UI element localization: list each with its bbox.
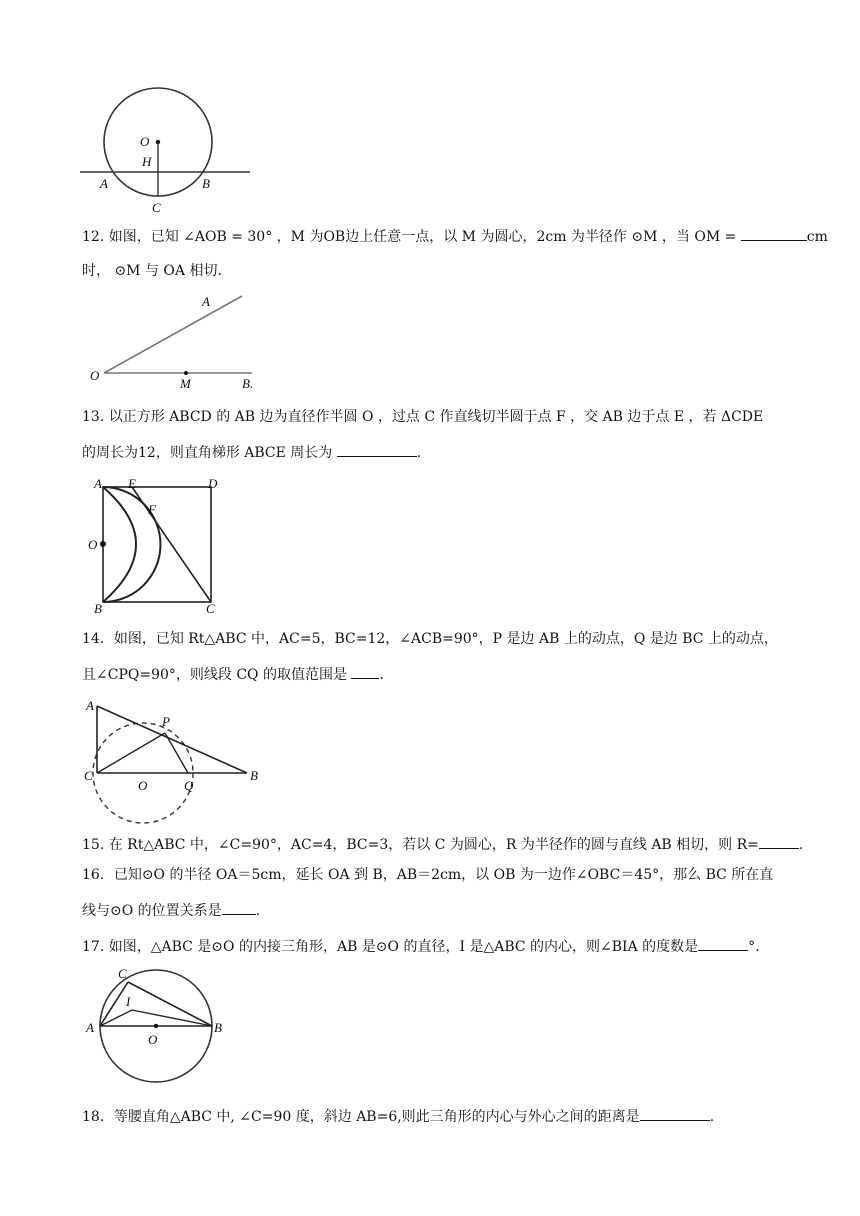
label-O: O: [138, 778, 148, 793]
label-Q: Q: [184, 778, 194, 793]
q15-answer-blank[interactable]: [759, 834, 799, 849]
label-I: I: [126, 994, 131, 1009]
label-A: A: [94, 476, 102, 491]
label-P: P: [162, 714, 170, 729]
label-C: C: [118, 966, 127, 981]
q13-line1: 13. 以正方形 ABCD 的 AB 边为直径作半圆 O ，过点 C 作直线切半圆于点 F ，交 AB 边于点 E ，若 ΔCDE: [82, 409, 764, 425]
q18-answer-blank[interactable]: [640, 1106, 710, 1121]
q14-line2: 且∠CPQ=90°，则线段 CQ 的取值范围是 .: [82, 664, 384, 684]
label-O: O: [148, 1032, 158, 1047]
label-H: H: [142, 154, 152, 169]
label-B: B: [214, 1020, 222, 1035]
label-M: M: [180, 376, 191, 390]
q14-text: 且∠CPQ=90°，则线段 CQ 的取值范围是: [82, 667, 347, 683]
q13-line2: 的周长为12，则直角梯形 ABCE 周长为 .: [82, 442, 421, 462]
q16-line2: 线与⊙O 的位置关系是 .: [82, 900, 260, 920]
q15-text: 15. 在 Rt△ABC 中，∠C=90°，AC=4，BC=3，若以 C 为圆心，R 为半径作的圆与直线 AB 相切，则 R=: [82, 837, 759, 853]
q12-text: 12. 如图，已知 ∠AOB = 30° ，M 为OB边上任意一点，以 M 为圆心，2cm 为半径作 ⊙M ，当 OM =: [82, 229, 737, 245]
label-E: E: [128, 476, 136, 491]
label-O: O: [90, 368, 100, 383]
label-C: C: [84, 768, 93, 783]
label-O: O: [140, 134, 150, 149]
q16-text: 线与⊙O 的位置关系是: [82, 903, 222, 919]
q17-text: 17. 如图，△ABC 是⊙O 的内接三角形，AB 是⊙O 的直径，I 是△ABC 的内心，则∠BIA 的度数是: [82, 939, 699, 955]
label-O: O: [88, 537, 98, 552]
q15-line: 15. 在 Rt△ABC 中，∠C=90°，AC=4，BC=3，若以 C 为圆心，R 为半径作的圆与直线 AB 相切，则 R= .: [82, 834, 803, 854]
q12-line1: [82, 226, 828, 246]
label-D: D: [208, 476, 218, 491]
q18-text: 18．等腰直角△ABC 中, ∠C=90 度，斜边 AB=6,则此三角形的内心与外心之间的距离是: [82, 1109, 640, 1125]
label-B: B: [94, 601, 102, 616]
label-A: A: [86, 698, 94, 713]
q12-line2: 时， ⊙M 与 OA 相切.: [82, 263, 222, 279]
label-C: C: [152, 200, 161, 215]
q12-unit: cm: [806, 229, 828, 245]
figure-circle-chord: [78, 86, 258, 216]
label-B: B: [250, 768, 258, 783]
label-F: F: [148, 502, 156, 517]
label-A: A: [202, 294, 210, 309]
figure-angle-aob: [88, 290, 268, 390]
q17-line: 17. 如图，△ABC 是⊙O 的内接三角形，AB 是⊙O 的直径，I 是△ABC 的内心，则∠BIA 的度数是 °.: [82, 936, 760, 956]
figure-square-semicircle: [84, 476, 224, 616]
label-A: A: [100, 176, 108, 191]
q14-answer-blank[interactable]: [351, 664, 379, 679]
label-B: B: [202, 176, 210, 191]
label-B: B.: [242, 376, 254, 390]
q16-answer-blank[interactable]: [222, 900, 256, 915]
figure-right-triangle-circle: [80, 694, 270, 824]
q14-line1: 14．如图，已知 Rt△ABC 中，AC=5，BC=12，∠ACB=90°，P 是边 AB 上的动点，Q 是边 BC 上的动点，: [82, 631, 778, 647]
q16-line1: 16．已知⊙O 的半径 OA＝5cm，延长 OA 到 B，AB＝2cm，以 OB 为一边作∠OBC＝45°，那么 BC 所在直: [82, 867, 774, 883]
figure-inscribed-triangle: [84, 964, 234, 1094]
q13-text: 的周长为12，则直角梯形 ABCE 周长为: [82, 445, 333, 461]
q13-answer-blank[interactable]: [337, 442, 417, 457]
q17-answer-blank[interactable]: [698, 936, 748, 951]
label-A: A: [86, 1020, 94, 1035]
q12-answer-blank[interactable]: [741, 226, 807, 241]
q18-line: 18．等腰直角△ABC 中, ∠C=90 度，斜边 AB=6,则此三角形的内心与外心之间的距离是 .: [82, 1106, 714, 1126]
label-C: C: [206, 601, 215, 616]
